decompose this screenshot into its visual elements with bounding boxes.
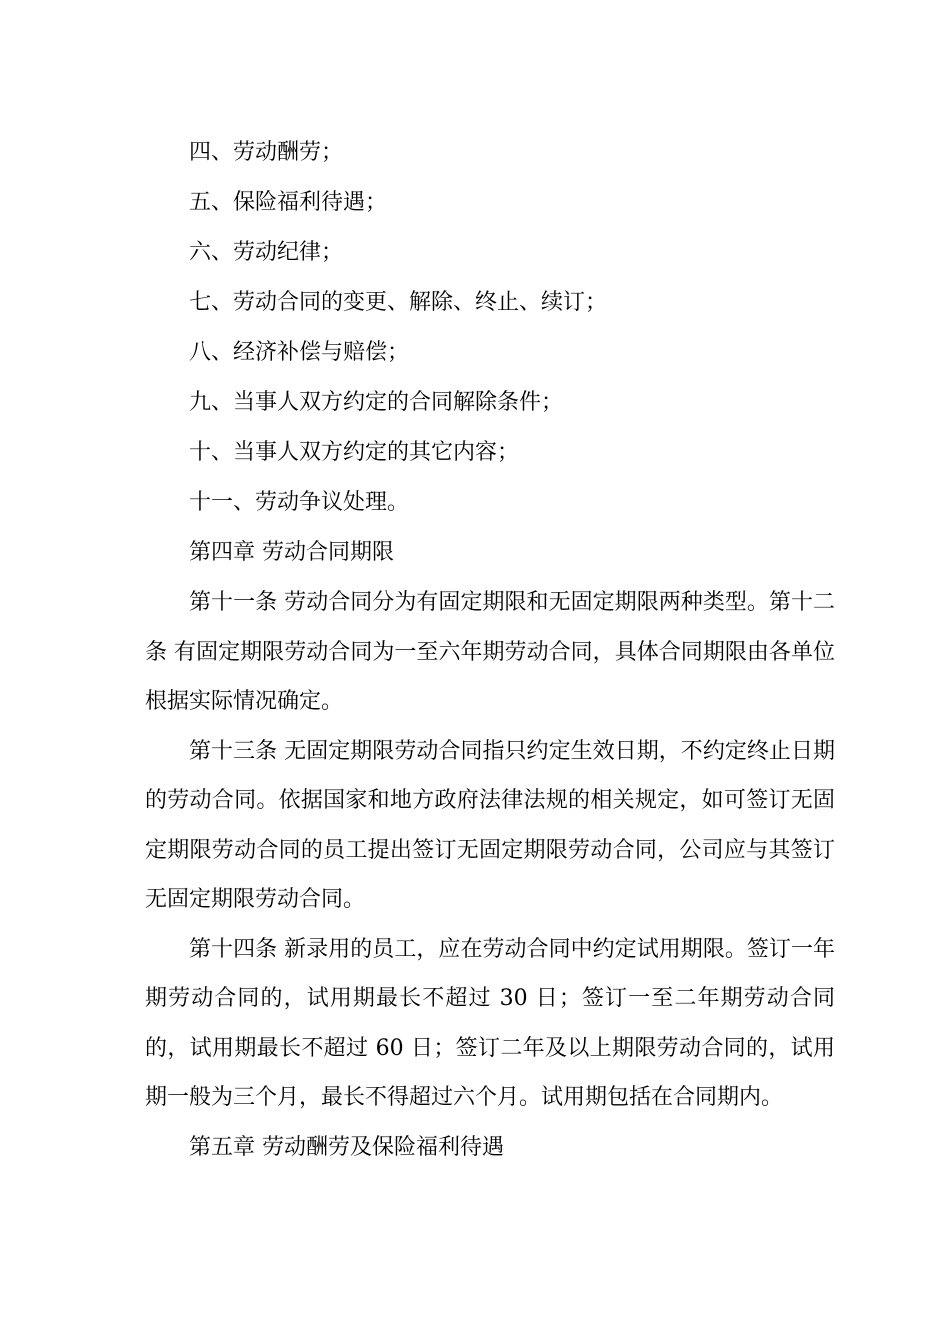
chapter-five-heading: 第五章 劳动酬劳及保险福利待遇 — [189, 1134, 504, 1160]
list-item: 九、当事人双方约定的合同解除条件； — [189, 390, 564, 415]
list-item: 四、劳动酬劳； — [189, 140, 344, 165]
article-paragraph: 第十四条 新录用的员工，应在劳动合同中约定试用期限。签订一年期劳动合同的，试用期最长不超过 30 日；签订一至二年期劳动合同的，试用期最长不超过 60 日；签订二年及以上期限劳动合同的，试用期一般为三个月，最长不得超过六个月。试用期包括在合同期内。 — [145, 936, 835, 1110]
list-item: 十一、劳动争议处理。 — [189, 490, 410, 515]
list-item: 八、经济补偿与赔偿； — [189, 340, 410, 365]
list-item: 七、劳动合同的变更、解除、终止、续订； — [189, 290, 608, 315]
article-paragraph: 第十三条 无固定期限劳动合同指只约定生效日期，不约定终止日期的劳动合同。依据国家和地方政府法律法规的相关规定，如可签订无固定期限劳动合同的员工提出签订无固定期限劳动合同，公司应与其签订无固定期限劳动合同。 — [145, 738, 835, 912]
list-item: 五、保险福利待遇； — [189, 190, 388, 215]
list-item: 十、当事人双方约定的其它内容； — [189, 440, 520, 465]
chapter-four-heading: 第四章 劳动合同期限 — [189, 540, 394, 565]
document-body — [145, 128, 835, 1173]
list-item: 六、劳动纪律； — [189, 240, 344, 265]
article-paragraph: 第十一条 劳动合同分为有固定期限和无固定期限两种类型。第十二条 有固定期限劳动合同为一至六年期劳动合同，具体合同期限由各单位根据实际情况确定。 — [145, 590, 835, 714]
